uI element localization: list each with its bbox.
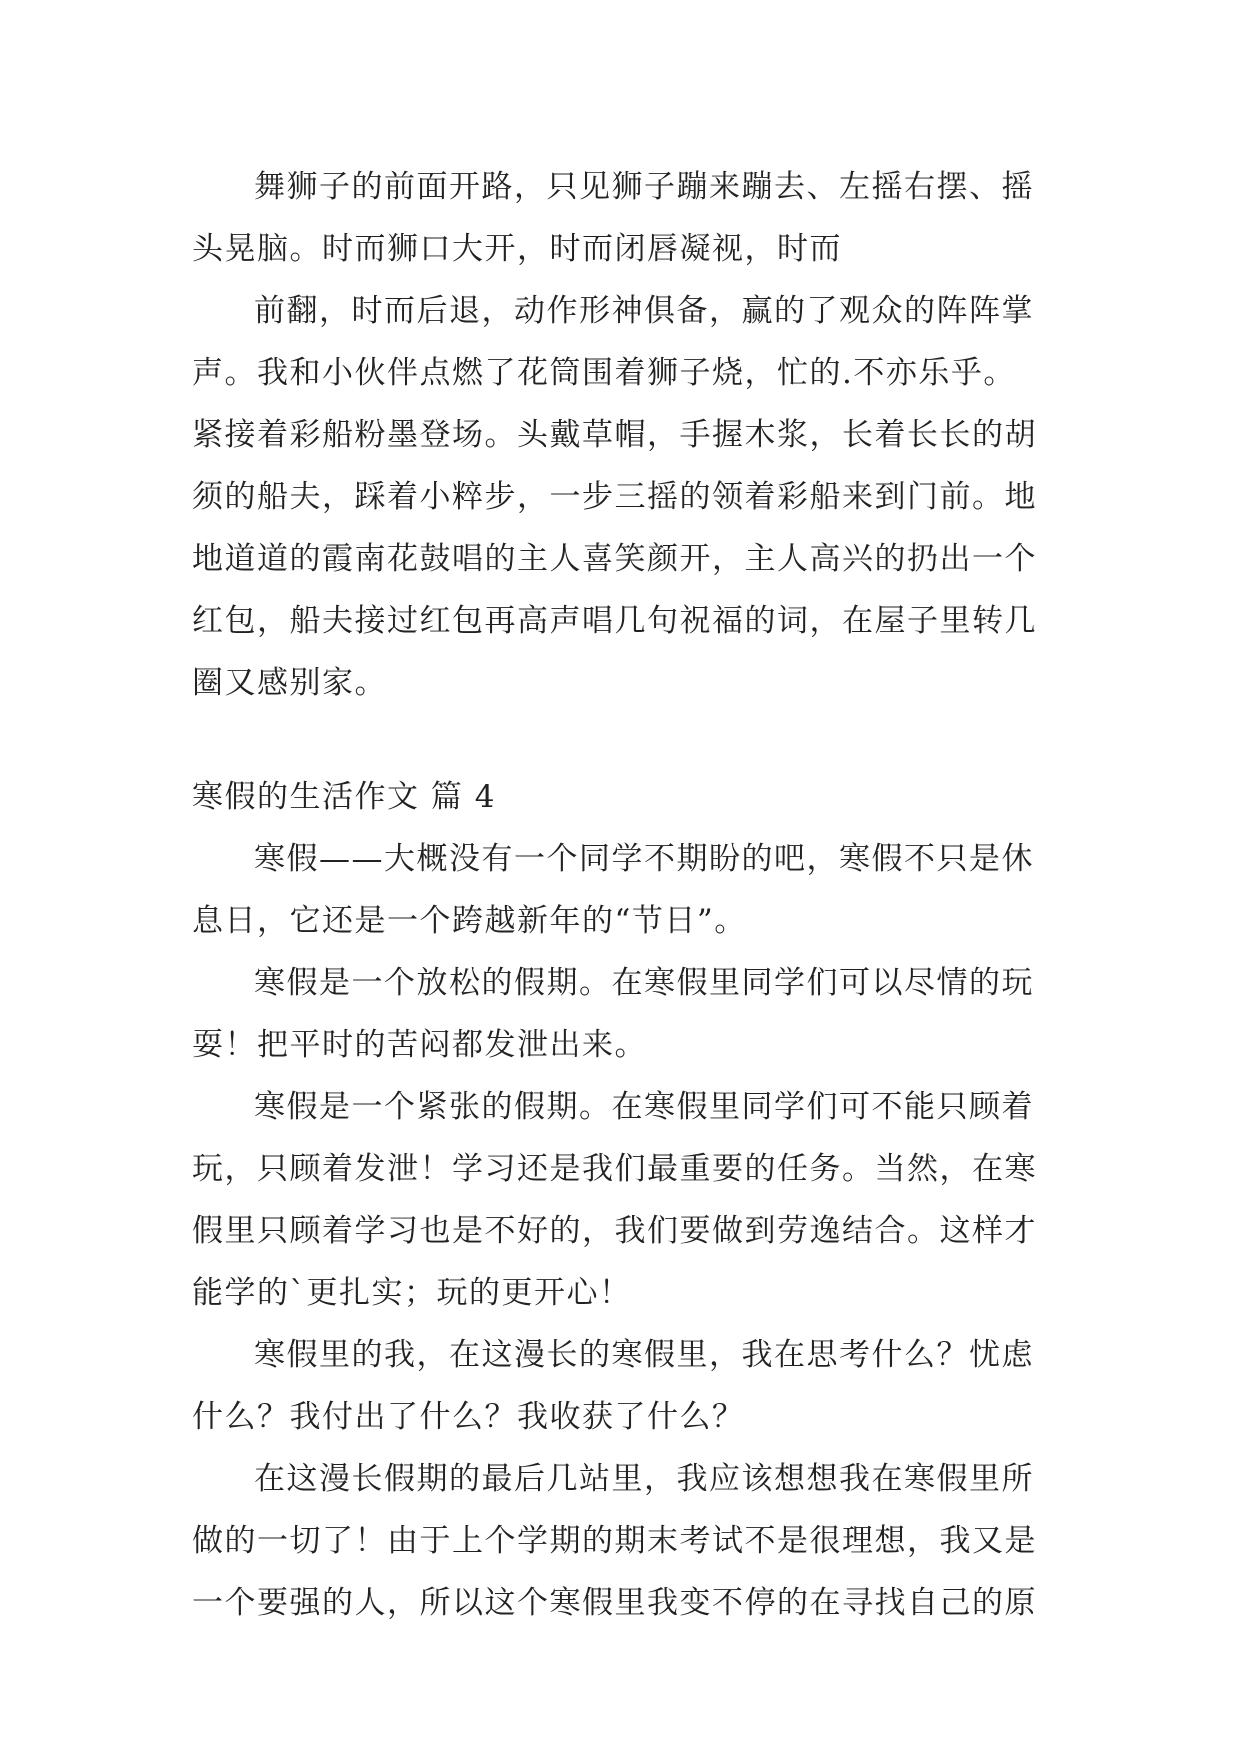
text-line: 寒假是一个紧张的假期。在寒假里同学们可不能只顾着 (254, 1089, 1034, 1125)
paragraph-reflection (192, 1324, 1068, 1448)
text-line: 舞狮子的前面开路，只见狮子蹦来蹦去、左摇右摆、摇 (254, 169, 1034, 205)
section-heading: 寒假的生活作文 篇 4 (192, 779, 496, 815)
text-line: 紧接着彩船粉墨登场。头戴草帽，手握木浆，长着长长的胡 (192, 417, 1037, 453)
text-line: 玩，只顾着发泄！学习还是我们最重要的任务。当然，在寒 (192, 1151, 1037, 1187)
paragraph-busy-break (192, 1076, 1068, 1324)
paragraph-lion-dance-2 (192, 280, 1068, 714)
document-body (192, 156, 1068, 1634)
text-line: 圈又感别家。 (192, 665, 387, 701)
text-line: 什么？我付出了什么？我收获了什么？ (192, 1399, 745, 1435)
text-line: 寒假——大概没有一个同学不期盼的吧，寒假不只是休 (254, 841, 1034, 877)
text-line: 能学的`更扎实；玩的更开心！ (192, 1275, 632, 1311)
text-line: 耍！把平时的苦闷都发泄出来。 (192, 1027, 647, 1063)
text-line: 在这漫长假期的最后几站里，我应该想想我在寒假里所 (254, 1461, 1034, 1497)
text-line: 寒假里的我，在这漫长的寒假里，我在思考什么？忧虑 (254, 1337, 1034, 1373)
text-line: 红包，船夫接过红包再高声唱几句祝福的词，在屋子里转几 (192, 603, 1037, 639)
text-line: 一个要强的人，所以这个寒假里我变不停的在寻找自己的原 (192, 1585, 1037, 1621)
paragraph-lion-dance-1 (192, 156, 1068, 280)
text-line: 做的一切了！由于上个学期的期末考试不是很理想，我又是 (192, 1523, 1037, 1559)
text-line: 地道道的霞南花鼓唱的主人喜笑颜开，主人高兴的扔出一个 (192, 541, 1037, 577)
text-line: 头晃脑。时而狮口大开，时而闭唇凝视，时而 (192, 231, 842, 267)
text-line: 寒假是一个放松的假期。在寒假里同学们可以尽情的玩 (254, 965, 1034, 1001)
paragraph-last-stretch (192, 1448, 1068, 1634)
text-line: 假里只顾着学习也是不好的，我们要做到劳逸结合。这样才 (192, 1213, 1037, 1249)
text-line: 息日，它还是一个跨越新年的“节日”。 (192, 903, 747, 939)
text-line: 前翻，时而后退，动作形神俱备，赢的了观众的阵阵掌 (254, 293, 1034, 329)
paragraph-winter-break-intro (192, 828, 1068, 952)
text-line: 声。我和小伙伴点燃了花筒围着狮子烧，忙的.不亦乐乎。 (192, 355, 1016, 391)
text-line: 须的船夫，踩着小粹步，一步三摇的领着彩船来到门前。地 (192, 479, 1037, 515)
paragraph-relaxing-break (192, 952, 1068, 1076)
